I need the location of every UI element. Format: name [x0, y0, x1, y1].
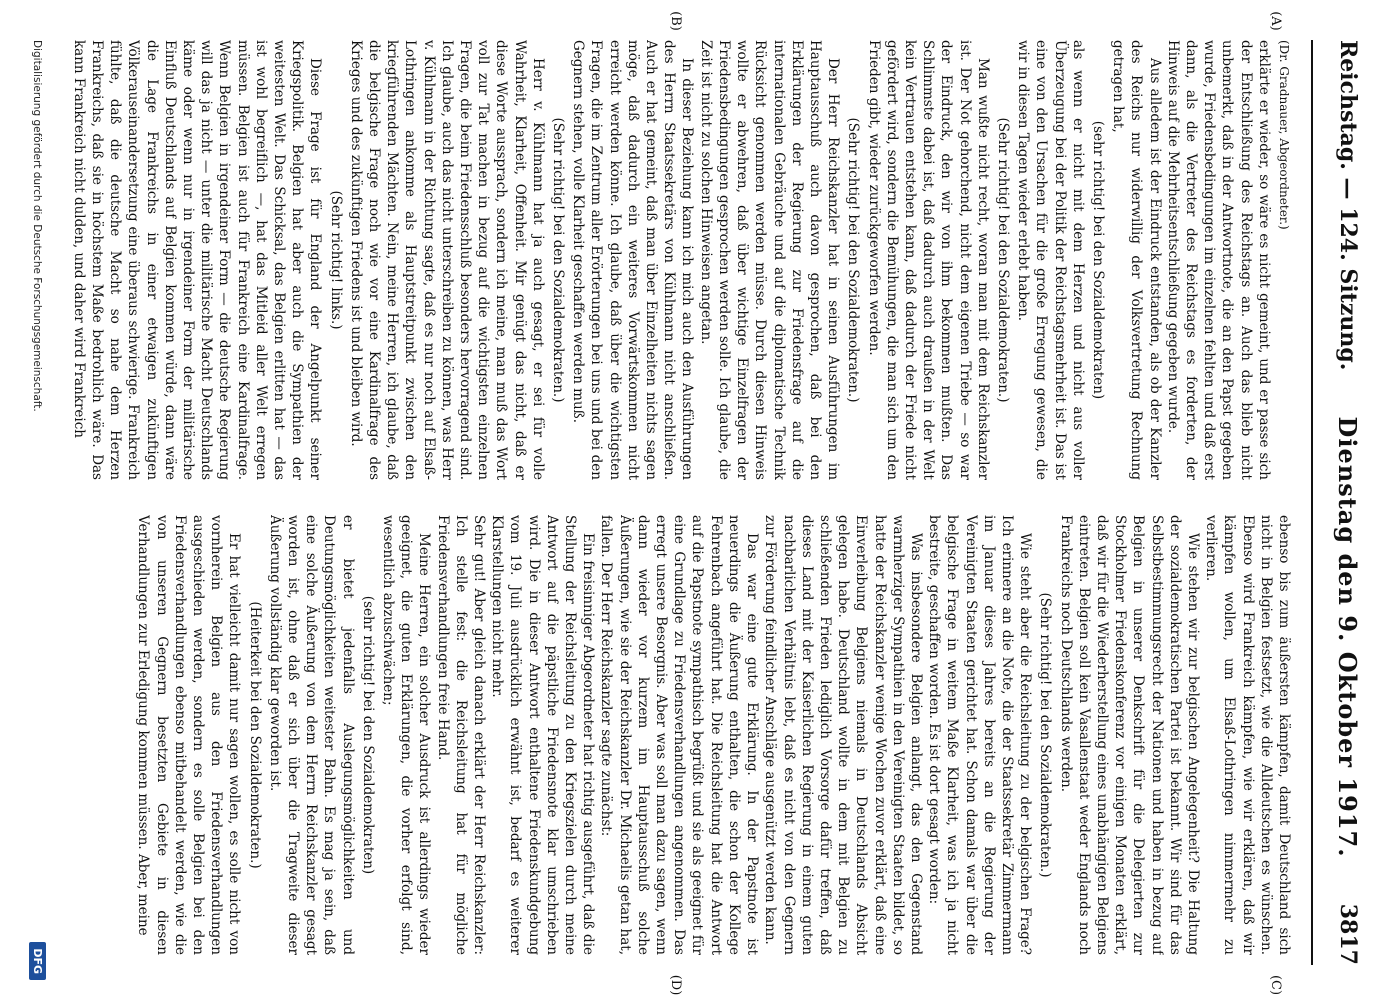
dfg-logo: DFG	[29, 942, 46, 980]
paragraph: Meine Herren, ein solcher Ausdruck ist allerdings wieder geeignet, die guten Erklärungen, die vorher erfolgt sind, wesentlich abzuschwächen;	[380, 515, 433, 955]
interjection: (Sehr richtig! links.)	[327, 190, 344, 330]
paragraph: In dieser Beziehung kann ich mich auch den Ausführungen des Herrn Staatssekretärs von Kühlmann nicht anschließen. Auch er hat gemeint, daß man über Einzelheiten nichts sagen möge, daß dadurch ein weiteres Vorwärtskommen nicht erreicht werden könne. Ich glaube, daß über die wichtigsten Fragen, die im Zentrum aller Erörterungen bei uns und bei den Gegnern stehen, volle Klarheit geschaffen werden muß.	[570, 40, 696, 480]
paragraph: ebenso bis zum äußersten kämpfen, damit Deutschland sich nicht in Belgien festsetzt, wie die Alldeutschen es wünschen. Ebenso wird Frankreich kämpfen, wie wir erklären, daß wir kämpfen wollen, um Elsaß-Lothringen nimmermehr zu verlieren.	[1203, 515, 1292, 955]
interjection: (sehr richtig! bei den Sozialdemokraten)	[1089, 120, 1106, 400]
header-date: Dienstag den 9. Oktober 1917.	[1333, 416, 1363, 858]
page-number: 3817	[1335, 903, 1361, 965]
quote-paragraph: Was insbesondere Belgien anlangt, das den Gegenstand warmherziger Sympathien in den Vereinigten Staaten bildet, so hatte der Reichskanzler wenige Wochen zuvor erklärt, daß eine Einverleibung Belgiens niemals in Deutschlands Absicht gelegen habe. Deutschland wollte in dem mit Belgien zu schließenden Frieden lediglich Vorsorge dafür treffen, daß dieses Land mit der Kaiserlichen Regierung in einem guten nachbarlichen Verhältnis lebt, daß es nicht von den Gegnern zur Förderung feindlicher Anschläge ausgenützt werden kann.	[762, 515, 924, 955]
margin-marker-c: (C)	[1268, 974, 1283, 996]
speaker-line: (Dr. Gradnauer, Abgeordneter.)	[1277, 40, 1291, 230]
interjection: (Sehr richtig! bei den Sozialdemokraten.)	[550, 117, 567, 403]
margin-marker-a: (A)	[1268, 11, 1283, 31]
paragraph: Wie steht aber die Reichsleitung zu der belgischen Frage? Ich erinnere an die Note, die der Staatssekretär Zimmermann im Januar dieses Jahres bereits an die Regierung der Vereinigten Staaten gerichtet hat. Schon damals war über die belgische Frage in weitem Maße Klarheit, was ich ja nicht bestreite, geschaffen worden. Es ist dort gesagt worden:	[926, 515, 1034, 955]
page-header	[1311, 40, 1383, 965]
paragraph: als wenn er nicht mit dem Herzen und nicht aus voller Überzeugung bei der Politik der Reichstagsmehrheit ist. Das ist eine von den Ursachen für die große Erregung gewesen, die wir in diesen Tagen wieder erlebt haben.	[1015, 40, 1086, 480]
paragraph: Der Herr Reichskanzler hat in seinen Ausführungen im Hauptausschuß auch davon gesprochen, daß bei den Erklärungen der Regierung zur Friedensfrage auf die internationalen Gebräuche und auf die diplomatische Technik Rücksicht genommen werden müsse. Durch diesen Hinweis wollte er abwehren, daß über wichtige Einzelfragen der Friedensbedingungen gesprochen werden solle. Ich glaube, die Zeit ist nicht zu solchen Hinweisen angetan.	[697, 40, 842, 480]
interjection: (Sehr richtig! bei den Sozialdemokraten.)	[1037, 592, 1054, 878]
interjection: (Sehr richtig! bei den Sozialdemokraten.)	[845, 117, 862, 403]
interjection: (Heiterkeit bei den Sozialdemokraten.)	[246, 601, 263, 869]
paragraph: Aus alledem ist der Eindruck entstanden, als ob der Kanzler des Reichs nur widerwillig der Volksvertretung Rechnung getragen hat,	[1110, 40, 1163, 480]
paragraph: Er hat vielleicht damit nur sagen wollen, es solle nicht von vornherein Belgien aus den Friedensverhandlungen ausgeschieden werden, sondern es solle Belgien bei den Friedensverhandlungen ebenso mitbehandelt werden, wie die von unseren Gegnern besetzten Gebiete in diesen Verhandlungen zur Erledigung kommen müssen. Aber, meine	[135, 515, 243, 955]
interjection: (sehr richtig! bei den Sozialdemokraten)	[359, 595, 376, 875]
margin-marker-b: (B)	[668, 11, 683, 31]
paragraph: erklärte er wieder, so wäre es nicht gemeint, und er passe sich der Entschließung des Reichstags an. Auch das blieb nicht unbemerkt, daß in der Antwortnote, die an den Papst gegeben wurde, Friedensbedingungen im einzelnen fehlten und daß erst dann, als die Vertreter des Reichstags es forderten, der Hinweis auf die Mehrheitsentschließung gegeben wurde.	[1164, 40, 1272, 480]
paragraph: Man wußte nicht recht, woran man mit dem Reichskanzler ist. Der Not gehorchend, nicht dem eigenen Triebe — so war der Eindruck, den wir von ihm bekommen mußten. Das Schlimmste dabei ist, daß dadurch auch draußen in der Welt kein Vertrauen entstehen kann, daß dadurch der Friede nicht gefördert wird, sondern die Bemühungen, die man sich um den Frieden gibt, wieder zurückgeworfen werden.	[865, 40, 991, 480]
margin-marker-d: (D)	[668, 974, 683, 996]
paragraph: er bietet jedenfalls Auslegungsmöglichkeiten und Deutungsmöglichkeiten weitester Bahn. Es mag ja sein, daß eine solche Äußerung von dem Herrn Reichskanzler gesagt worden ist, ohne daß er sich über die Tragweite dieser Äußerung vollständig klar geworden ist.	[266, 515, 356, 955]
paragraph: Herr v. Kühlmann hat ja auch gesagt, er sei für volle Wahrheit, Klarheit, Offenheit. Mir genügt das nicht, daß er diese Worte aussprach, sondern ich meine, man muß das Wort voll zur Tat machen in bezug auf die wichtigsten einzelnen Fragen, die beim Friedensschluß besonders hervorragend sind. Ich glaube, auch das nicht unterschreiben zu können, was Herr v. Kühlmann in der Richtung sagte, daß es nur noch auf Elsaß-Lothringen ankomme als Hauptstreitpunkt zwischen den kriegführenden Mächten. Nein, meine Herren, ich glaube, daß die belgische Frage noch wie vor eine Kardinalfrage des Krieges und des zukünftigen Friedens ist und bleiben wird.	[347, 40, 546, 480]
header-left: Reichstag. — 124. Sitzung.	[1335, 40, 1361, 371]
text-column-left	[68, 40, 1293, 480]
paragraph: Diese Frage ist für England der Angelpunkt seiner Kriegspolitik. Belgien hat aber auch die Sympathien der weitesten Welt. Das Schicksal, das Belgien erlitten hat — das ist wohl begreiflich —, hat das Mitleid aller Welt erregen müssen. Belgien ist auch für Frankreich eine Kardinalfrage. Wenn Belgien in irgendeiner Form — die deutsche Regierung will das ja nicht — unter die militärische Macht Deutschlands käme oder wenn nur in irgendeiner Form der militärische Einfluß Deutschlands auf Belgien kommen würde, dann wäre die Lage Frankreichs in einer etwaigen zukünftigen Völkerauseinandersetzung eine überaus schwierige. Frankreich fühlte, daß die deutsche Macht so nahe dem Herzen Frankreichs, daß sie in höchstem Maße bedrohlich wäre. Das kann Frankreich nicht dulden, und daher wird Frankreich	[70, 40, 324, 480]
digitization-footer	[29, 40, 46, 980]
text-column-right	[68, 515, 1293, 955]
interjection: (Sehr richtig! bei den Sozialdemokraten.)	[994, 117, 1011, 403]
quote-paragraph: Ein freisinniger Abgeordneter hat richtig ausgeführt, daß die Stellung der Reichsleitung zu den Kriegszielen durch meine Antwort auf die päpstliche Friedensnote klar umschrieben wird. Die in dieser Antwort enthaltene Friedenskundgebung vom 19. Juli ausdrücklich erwähnt ist, bedarf es weiterer Klarstellungen nicht mehr.	[489, 515, 597, 955]
digitization-credit: Digitalisierung gefördert durch die Deutsche Forschungsgemeinschaft.	[31, 40, 44, 412]
paragraph: Wie stehen wir zur belgischen Angelegenheit? Die Haltung der sozialdemokratischen Partei ist bekannt. Wir sind für das Selbstbestimmungsrecht der Nationen und haben in bezug auf Belgien in unserer Denkschrift für die Delegierten zur Stockholmer Friedenskonferenz vor einigen Monaten erklärt, daß wir für die Wiederherstellung eines unabhängigen Belgiens eintreten. Belgien soll kein Vasallenstaat weder Englands noch Frankreichs noch Deutschlands werden.	[1057, 515, 1201, 955]
paragraph: Das war eine gute Erklärung. In der Papstnote ist neuerdings die Äußerung enthalten, die schon der Kollege Fehrenbach angeführt hat. Die Reichsleitung hat die Antwort auf die Papstnote sympathisch begrüßt und sie als geeignet für eine Grundlage zu Friedensverhandlungen angenommen. Das erregt unsere Besorgnis. Aber was soll man dazu sagen, wenn dann wieder vor kurzem im Hauptausschuß solche Äußerungen, wie sie der Reichskanzler Dr. Michaelis getan hat, fallen. Der Herr Reichskanzler sagte zunächst:	[598, 515, 761, 955]
paragraph: Sehr gut! Aber gleich danach erklärt der Herr Reichskanzler: Ich stelle fest: die Reichsleitung hat für mögliche Friedensverhandlungen freie Hand.	[434, 515, 488, 955]
